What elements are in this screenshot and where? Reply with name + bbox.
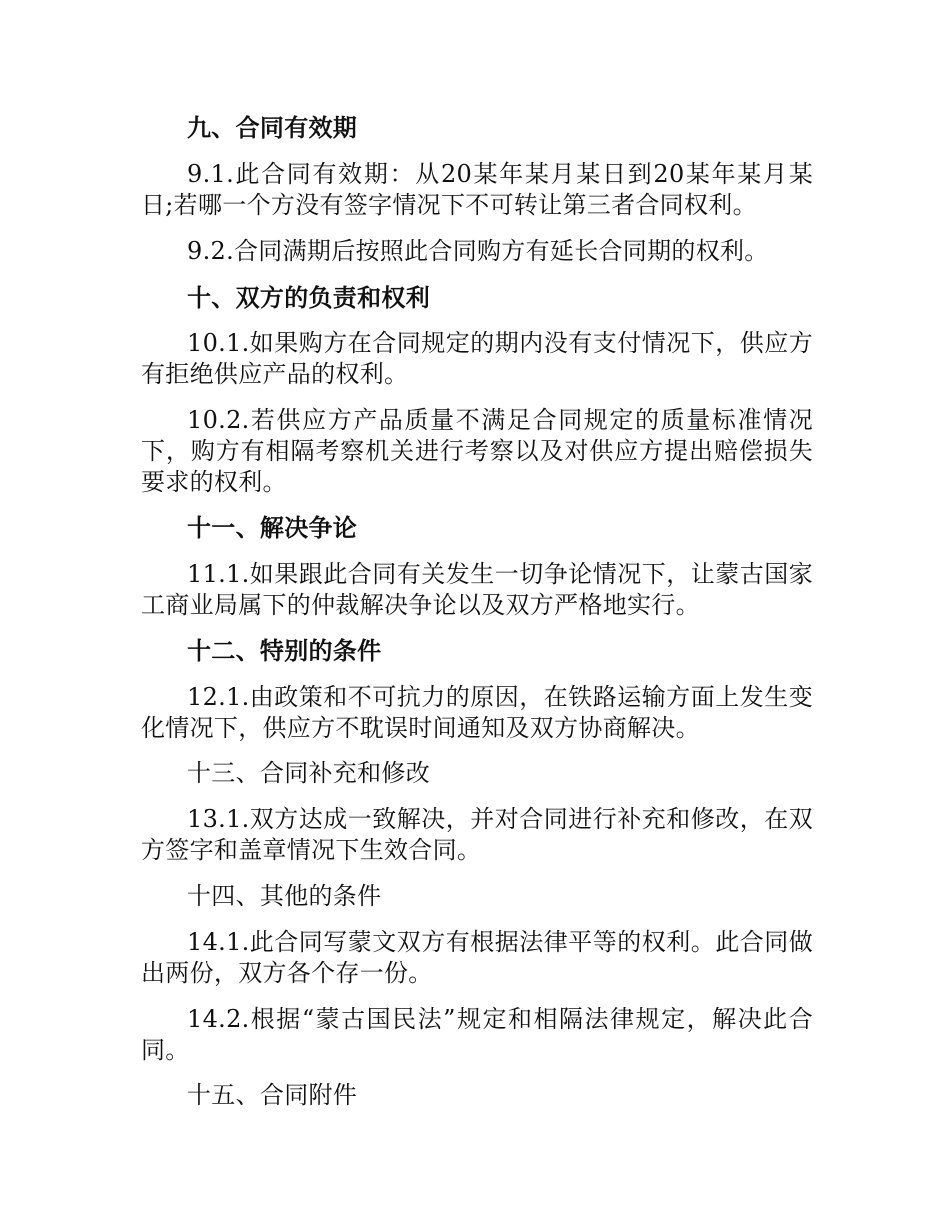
clause-14-1: 14.1.此合同写蒙文双方有根据法律平等的权利。此合同做出两份，双方各个存一份。 — [141, 928, 813, 987]
clause-9-2: 9.2.合同满期后按照此合同购方有延长合同期的权利。 — [187, 237, 769, 265]
clause-10-1: 10.1.如果购方在合同规定的期内没有支付情况下，供应方有拒绝供应产品的权利。 — [141, 329, 813, 388]
section-heading-12: 十二、特别的条件 — [187, 636, 382, 665]
clause-9-1: 9.1.此合同有效期：从20某年某月某日到20某年某月某日;若哪一个方没有签字情况下不可转让第三者合同权利。 — [141, 160, 813, 219]
section-heading-15: 十五、合同附件 — [187, 1081, 358, 1109]
section-heading-13: 十三、合同补充和修改 — [187, 759, 430, 787]
section-heading-14: 十四、其他的条件 — [187, 882, 382, 910]
section-heading-9: 九、合同有效期 — [187, 113, 358, 142]
clause-14-2: 14.2.根据“蒙古国民法”规定和相隔法律规定，解决此合同。 — [141, 1005, 813, 1064]
clause-11-1: 11.1.如果跟此合同有关发生一切争论情况下，让蒙古国家工商业局属下的仲裁解决争论以及双方严格地实行。 — [141, 560, 813, 619]
clause-10-2: 10.2.若供应方产品质量不满足合同规定的质量标准情况下，购方有相隔考察机关进行考察以及对供应方提出赔偿损失要求的权利。 — [141, 406, 813, 496]
section-heading-10: 十、双方的负责和权利 — [187, 283, 430, 312]
section-heading-11: 十一、解决争论 — [187, 513, 358, 542]
clause-13-1: 13.1.双方达成一致解决，并对合同进行补充和修改，在双方签字和盖章情况下生效合同。 — [141, 805, 813, 864]
clause-12-1: 12.1.由政策和不可抗力的原因，在铁路运输方面上发生变化情况下，供应方不耽误时间通知及双方协商解决。 — [141, 683, 813, 742]
